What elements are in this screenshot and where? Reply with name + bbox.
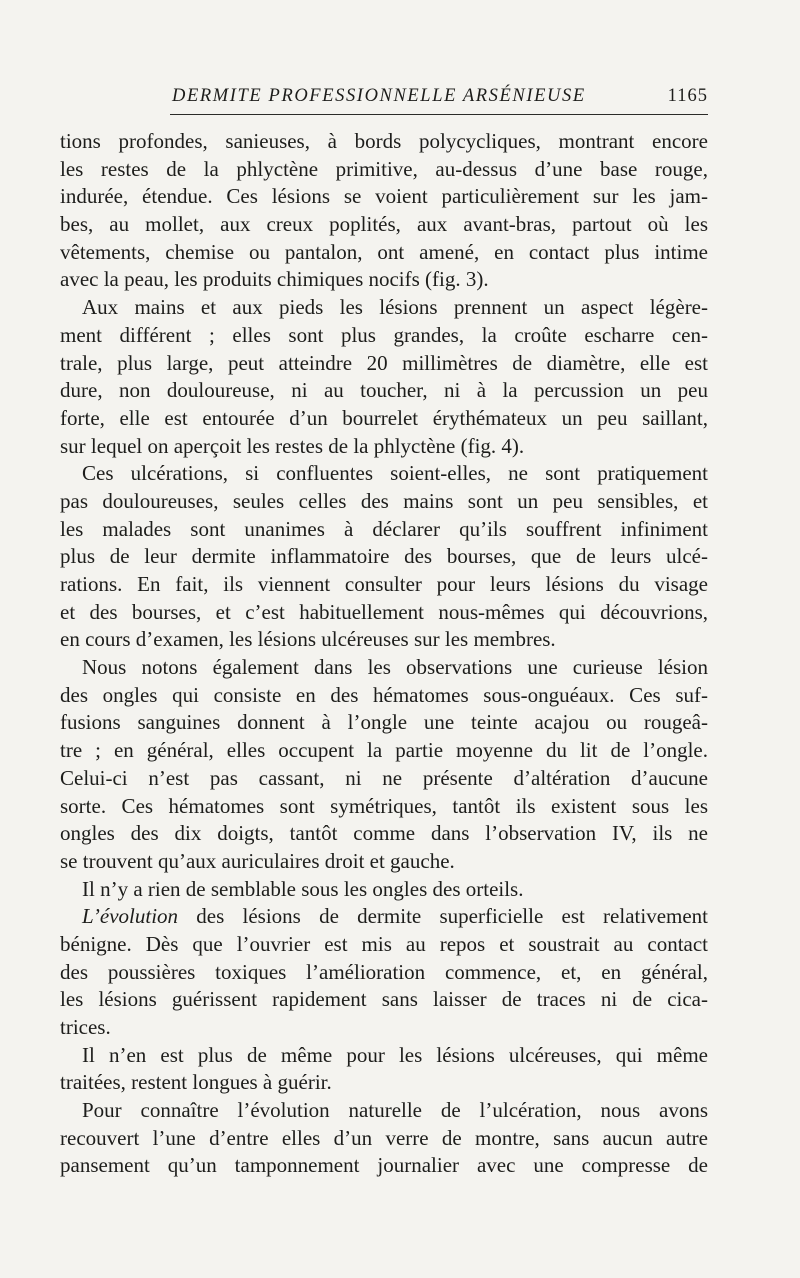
text-line: rations. En fait, ils viennent consulter pour leurs lésions du visage	[60, 572, 708, 596]
text-line: les restes de la phlyctène primitive, au-dessus d’une base rouge,	[60, 156, 708, 181]
running-header	[60, 86, 708, 116]
text-line	[60, 903, 708, 931]
text-line: Nous notons également dans les observations une curieuse lésion	[82, 655, 708, 680]
page-number: 1165	[667, 86, 708, 106]
text-line: recouvert l’une d’entre elles d’un verre de montre, sans aucun autre	[60, 1125, 708, 1150]
text-line: les malades sont unanimes à déclarer qu’ils souffrent infiniment	[60, 516, 708, 541]
header-rule	[170, 114, 708, 115]
text-line: des ongles qui consiste en des hématomes sous-onguéaux. Ces suf-	[60, 682, 708, 707]
text-line: dure, non douloureuse, ni au toucher, ni à la percussion un peu	[60, 378, 708, 403]
text-line: trale, plus large, peut atteindre 20 millimètres de diamètre, elle est	[60, 350, 708, 375]
body-text	[60, 128, 708, 1180]
text-line: Il n’y a rien de semblable sous les ongles des orteils.	[82, 876, 524, 901]
text-line: Celui-ci n’est pas cassant, ni ne présente d’altération d’aucune	[60, 765, 708, 790]
text-line: trices.	[60, 1015, 111, 1039]
running-title: DERMITE PROFESSIONNELLE ARSÉNIEUSE	[172, 86, 586, 106]
text-line: bes, au mollet, aux creux poplités, aux avant-bras, partout où les	[60, 212, 708, 237]
text-line: sorte. Ces hématomes sont symétriques, tantôt ils existent sous les	[60, 793, 708, 818]
text-line: indurée, étendue. Ces lésions se voient particulièrement sur les jam-	[60, 184, 708, 209]
text-line: traitées, restent longues à guérir.	[60, 1070, 332, 1095]
text-line: plus de leur dermite inflammatoire des bourses, que de leurs ulcé-	[60, 544, 708, 569]
text-line: ment différent ; elles sont plus grandes, la croûte escharre cen-	[60, 322, 708, 347]
text-line: Pour connaître l’évolution naturelle de l’ulcération, nous avons	[82, 1098, 708, 1123]
text-line: les lésions guérissent rapidement sans laisser de traces ni de cica-	[60, 987, 708, 1012]
text-line: Aux mains et aux pieds les lésions prennent un aspect légère-	[82, 295, 708, 320]
text-line: pas douloureuses, seules celles des mains sont un peu sensibles, et	[60, 488, 708, 513]
text-fragment: des lésions de dermite superficielle est relativement	[178, 904, 708, 929]
text-line: ongles des dix doigts, tantôt comme dans l’observation IV, ils ne	[60, 821, 708, 846]
text-line: en cours d’examen, les lésions ulcéreuses sur les membres.	[60, 627, 556, 652]
text-line: fusions sanguines donnent à l’ongle une teinte acajou ou rougeâ-	[60, 710, 708, 735]
text-line: Ces ulcérations, si confluentes soient-elles, ne sont pratiquement	[82, 461, 708, 486]
text-line: vêtements, chemise ou pantalon, ont amené, en contact plus intime	[60, 239, 708, 264]
text-line: forte, elle est entourée d’un bourrelet érythémateux un peu saillant,	[60, 405, 708, 430]
text-line: bénigne. Dès que l’ouvrier est mis au repos et soustrait au contact	[60, 931, 708, 956]
italic-term: L’évolution	[82, 904, 179, 929]
text-line: se trouvent qu’aux auriculaires droit et gauche.	[60, 848, 455, 873]
text-line: Il n’en est plus de même pour les lésions ulcéreuses, qui même	[82, 1042, 708, 1067]
text-line: tre ; en général, elles occupent la partie moyenne du lit de l’ongle.	[60, 738, 708, 763]
text-line: sur lequel on aperçoit les restes de la phlyctène (fig. 4).	[60, 433, 525, 458]
text-line: avec la peau, les produits chimiques nocifs (fig. 3).	[60, 267, 489, 292]
text-line: des poussières toxiques l’amélioration commence, et, en général,	[60, 959, 708, 984]
text-line: pansement qu’un tamponnement journalier avec une compresse de	[60, 1153, 708, 1178]
text-line: et des bourses, et c’est habituellement nous-mêmes qui découvrions,	[60, 599, 708, 624]
text-line: tions profondes, sanieuses, à bords polycycliques, montrant encore	[60, 129, 708, 153]
